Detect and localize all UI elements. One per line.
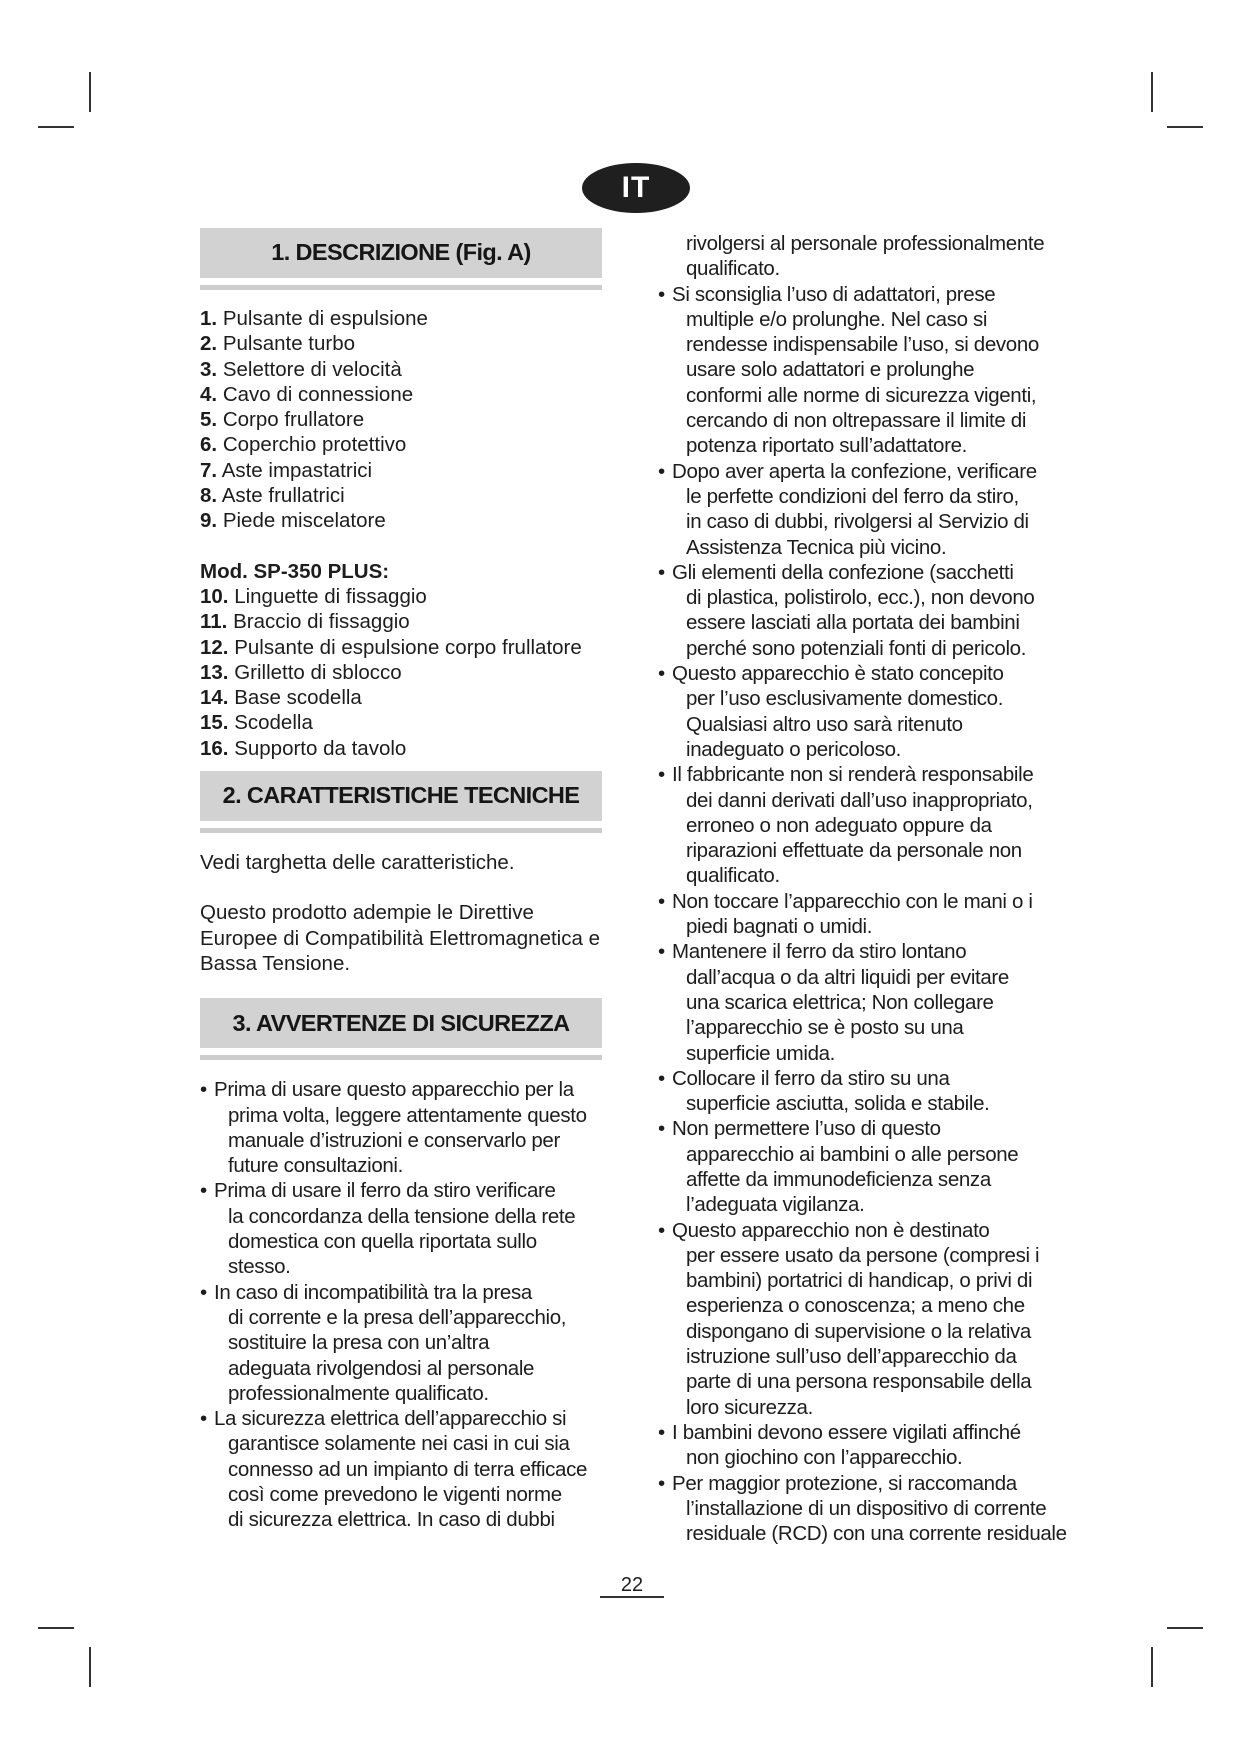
crop-mark — [38, 1627, 74, 1629]
heading-rule — [200, 285, 602, 290]
list-item-continuation: rivolgersi al personale professionalmente qualificato. — [686, 232, 1045, 281]
safety-list-left — [200, 1077, 610, 1532]
crop-mark — [1167, 1627, 1203, 1629]
language-badge: IT — [582, 163, 690, 213]
section-heading-technical: 2. CARATTERISTICHE TECNICHE — [200, 771, 602, 821]
list-item: • Non permettere l’uso di questo apparecchio ai bambini o alle persone affette da immunodeficienza senza l’adeguata vigilanza. — [658, 1117, 1019, 1217]
right-column — [658, 231, 1078, 1546]
list-item: • La sicurezza elettrica dell’apparecchio si garantisce solamente nei casi in cui sia connesso ad un impianto di terra efficace così come prevedono le vigenti norme di sicurezza elettrica. In caso di dubbi — [200, 1407, 588, 1532]
list-item: • Collocare il ferro da stiro su una superficie asciutta, solida e stabile. — [658, 1066, 990, 1116]
list-item: • Questo apparecchio è stato concepito per l’uso esclusivamente domestico. Qualsiasi altro uso sarà ritenuto inadeguato o pericoloso. — [658, 662, 1004, 761]
list-item: 1. Pulsante di espulsione — [200, 307, 428, 330]
section-heading-description: 1. DESCRIZIONE (Fig. A) — [200, 228, 602, 278]
heading-rule — [200, 828, 602, 833]
model-component-list — [200, 584, 610, 761]
list-item: • Si sconsiglia l’uso di adattatori, prese multiple e/o prolunghe. Nel caso si rendesse indispensabile l’uso, si devono usare solo adattatori e prolunghe conformi alle norme di sicurezza vigenti, cercando di non oltrepassare il limite di potenza riportato sull’adattatore. — [658, 282, 1039, 458]
list-item: • Questo apparecchio non è destinato per essere usato da persone (compresi i bambini) portatrici di handicap, o privi di esperienza o conoscenza; a meno che dispongano di supervisione o la relativa istruzione sull’uso dell’apparecchio da parte di una persona responsabile della loro sicurezza. — [658, 1218, 1040, 1419]
list-item: 14. Base scodella — [200, 686, 362, 710]
list-item: • Gli elementi della confezione (sacchetti di plastica, polistirolo, ecc.), non devono essere lasciati alla portata dei bambini perché sono potenziali fonti di pericolo. — [658, 560, 1035, 660]
list-item: • Il fabbricante non si renderà responsabile dei danni derivati dall’uso inappropriato, erroneo o non adeguato oppure da riparazioni effettuate da personale non qualificato. — [658, 763, 1034, 888]
list-item: • Mantenere il ferro da stiro lontano dall’acqua o da altri liquidi per evitare una scarica elettrica; Non collegare l’apparecchio se è posto su una superficie umida. — [658, 940, 1009, 1065]
crop-mark — [1167, 126, 1203, 128]
list-item: 8. Aste frullatrici — [200, 484, 345, 508]
left-column — [200, 228, 610, 1533]
model-title: Mod. SP-350 PLUS: — [200, 559, 390, 583]
crop-mark — [1151, 1647, 1153, 1687]
list-item: 16. Supporto da tavolo — [200, 736, 407, 760]
list-item: 10. Linguette di fissaggio — [200, 584, 427, 608]
list-item: • In caso di incompatibilità tra la presa di corrente e la presa dell’apparecchio, sostituire la presa con un’altra adeguata rivolgendosi al personale professionalmente qualificato. — [200, 1280, 567, 1405]
list-item: • Dopo aver aperta la confezione, verificare le perfette condizioni del ferro da stiro, in caso di dubbi, rivolgersi al Servizio di Assistenza Tecnica più vicino. — [658, 459, 1037, 559]
list-item: • Prima di usare il ferro da stiro verificare la concordanza della tensione della rete domestica con quella riportata sullo stesso. — [200, 1179, 576, 1279]
list-item: 6. Coperchio protettivo — [200, 433, 407, 457]
list-item: 4. Cavo di connessione — [200, 382, 414, 406]
crop-mark — [1151, 72, 1153, 112]
list-item: 11. Braccio di fissaggio — [200, 610, 410, 634]
heading-rule — [200, 1055, 602, 1060]
list-item: • Prima di usare questo apparecchio per la prima volta, leggere attentamente questo manuale d’istruzioni e conservarlo per future consultazioni. — [200, 1078, 587, 1178]
component-list — [200, 306, 610, 534]
list-item: • Non toccare l’apparecchio con le mani o i piedi bagnati o umidi. — [658, 889, 1033, 939]
list-item: 9. Piede miscelatore — [200, 509, 386, 533]
list-item: 15. Scodella — [200, 711, 313, 735]
list-item: 2. Pulsante turbo — [200, 332, 356, 356]
list-item: 7. Aste impastatrici — [200, 458, 373, 482]
list-item: 12. Pulsante di espulsione corpo frullatore — [200, 635, 582, 659]
rating-plate-note: Vedi targhetta delle caratteristiche. — [200, 851, 515, 875]
compliance-note: Questo prodotto adempie le Direttive Europee di Compatibilità Elettromagnetica e Bassa Tensione. — [200, 901, 600, 975]
section-heading-safety: 3. AVVERTENZE DI SICUREZZA — [200, 998, 602, 1048]
list-item: 3. Selettore di velocità — [200, 357, 402, 381]
crop-mark — [89, 1647, 91, 1687]
crop-mark — [38, 126, 74, 128]
crop-mark — [89, 72, 91, 112]
list-item: 5. Corpo frullatore — [200, 408, 365, 432]
list-item: • Per maggior protezione, si raccomanda l’installazione di un dispositivo di corrente residuale (RCD) con una corrente residuale — [658, 1471, 1067, 1546]
list-item: 13. Grilletto di sblocco — [200, 660, 402, 684]
safety-list-right — [658, 231, 1078, 1546]
page-number: 22 — [600, 1574, 664, 1598]
list-item: • I bambini devono essere vigilati affinché non giochino con l’apparecchio. — [658, 1420, 1021, 1470]
